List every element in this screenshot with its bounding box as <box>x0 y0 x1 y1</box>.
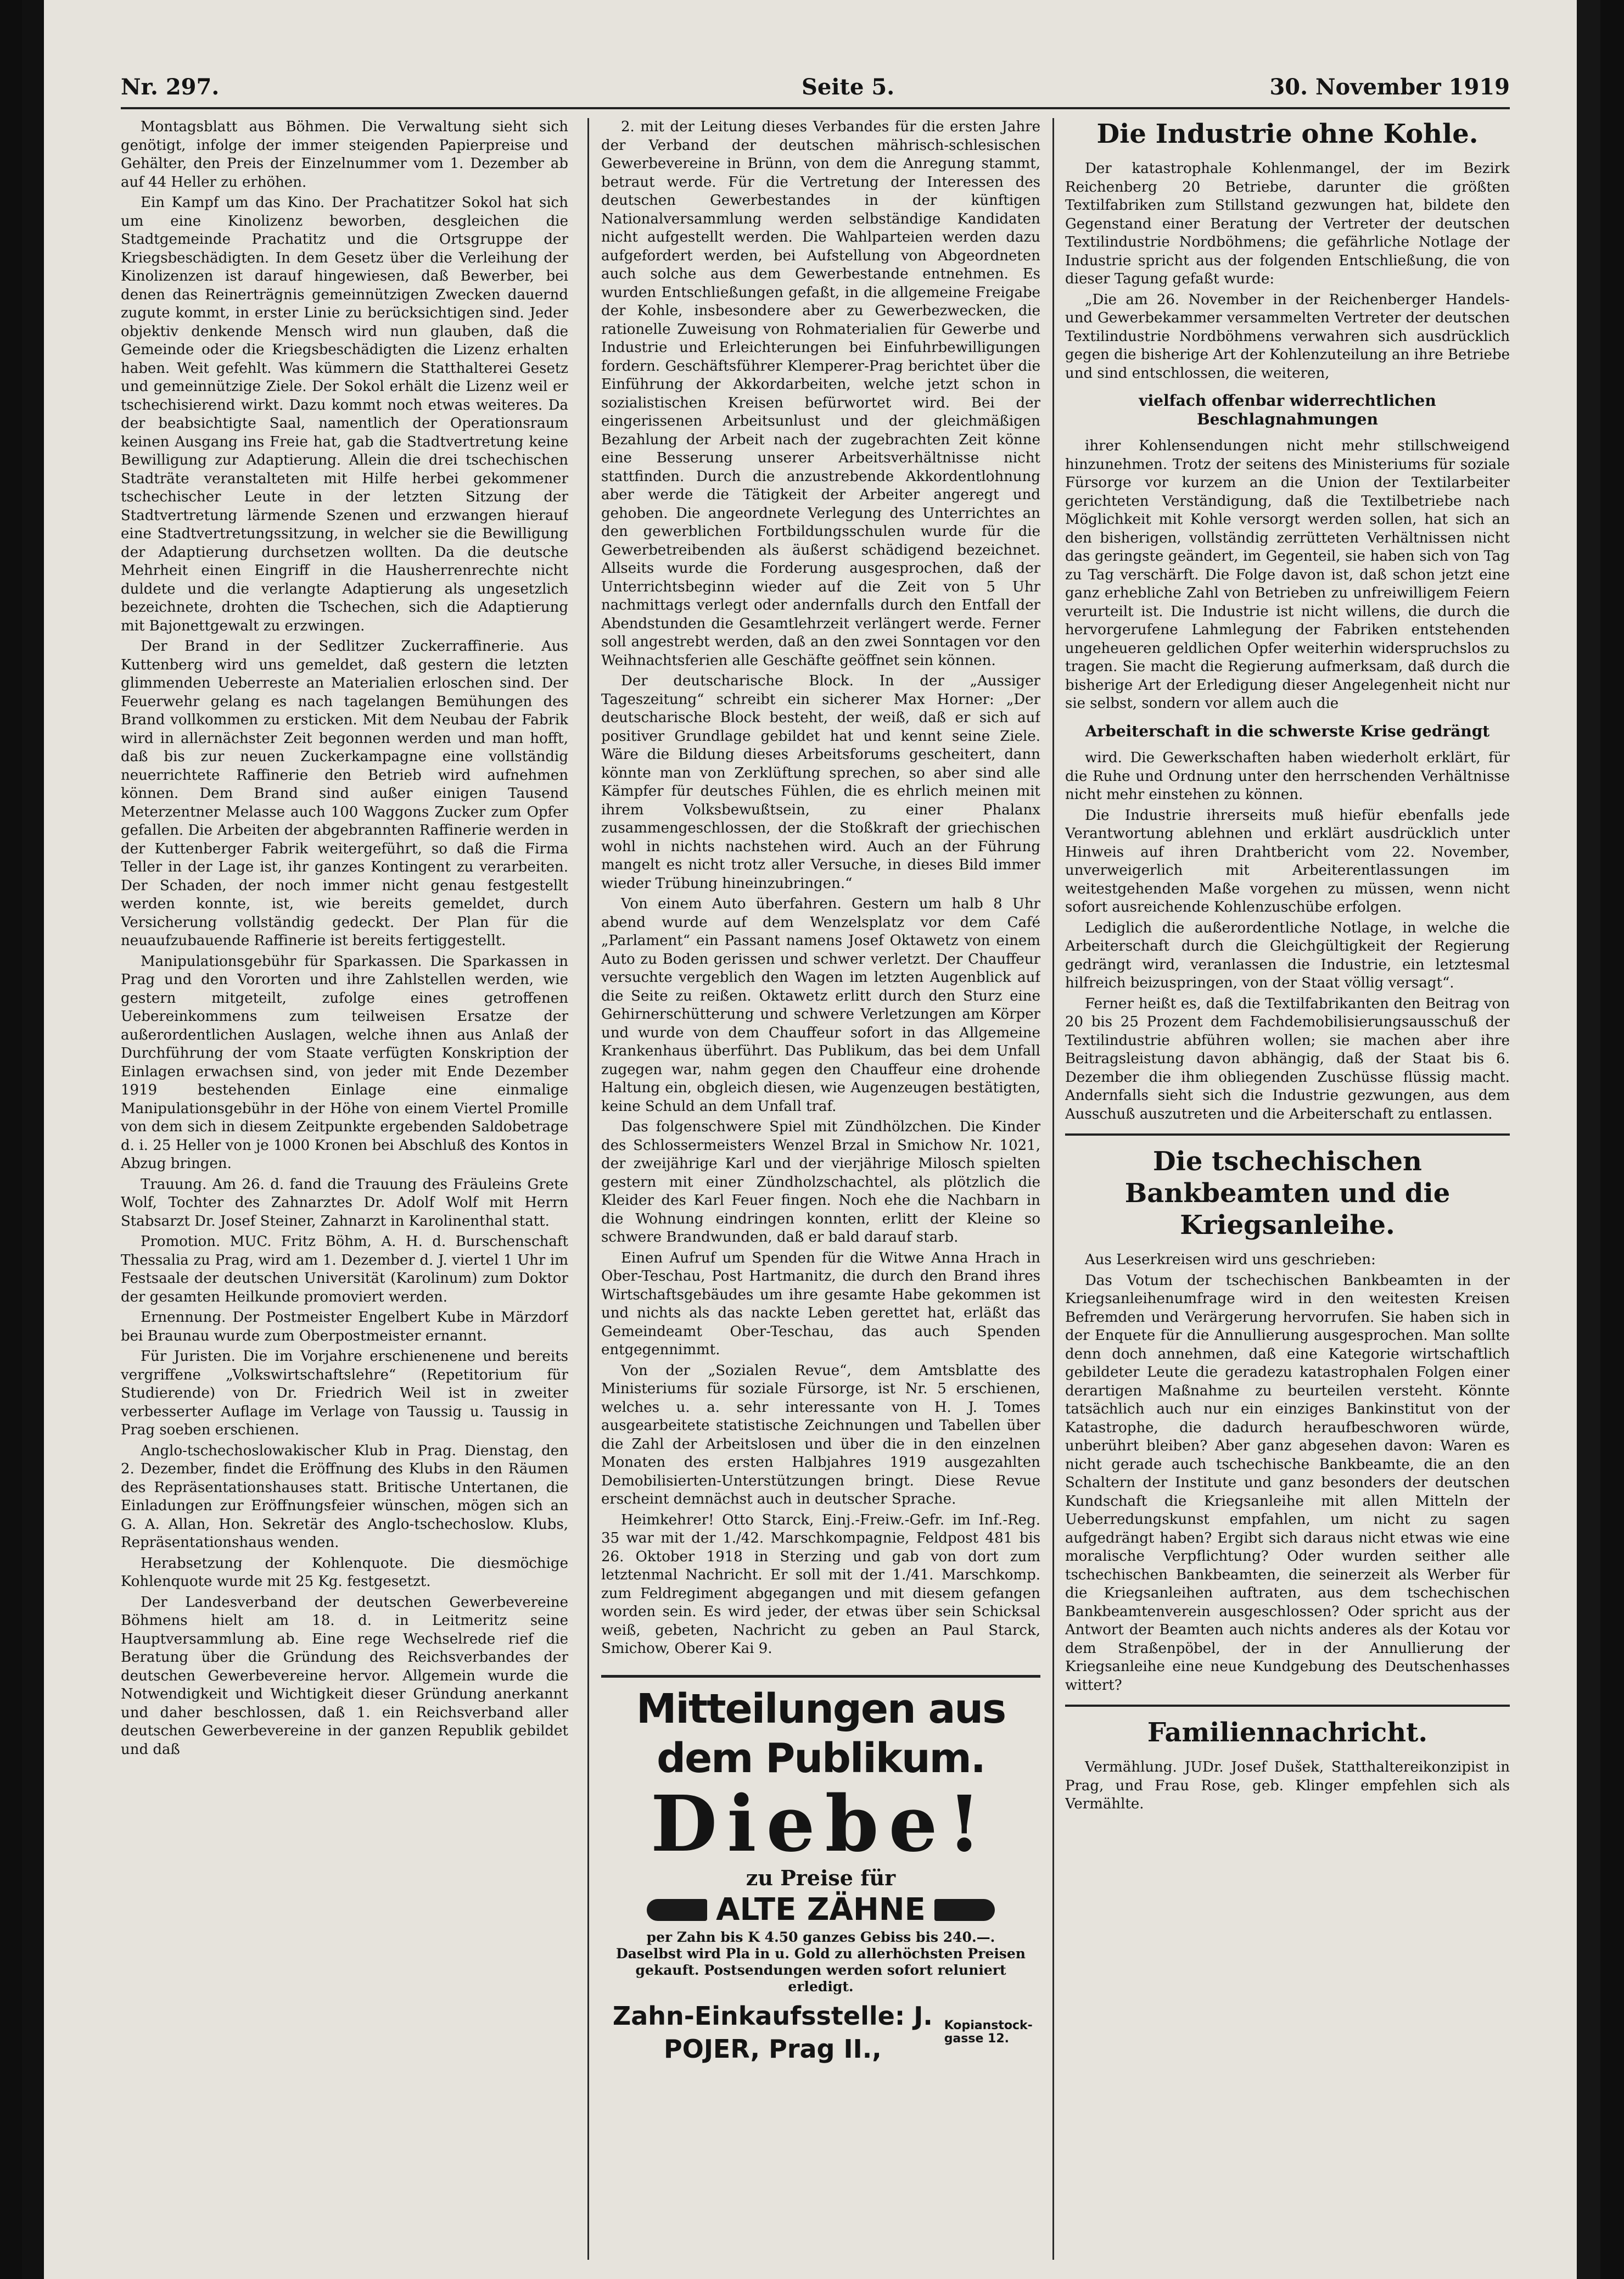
article-paragraph: Ernennung. Der Postmeister Engelbert Kube in Märzdorf bei Braunau wurde zum Oberpostmeister ernannt. <box>121 1309 568 1344</box>
ad-shop-name: Zahn-Einkaufsstelle: J. POJER, Prag II., <box>612 2001 933 2064</box>
column-3 <box>1065 118 1510 2260</box>
article-paragraph: Das folgenschwere Spiel mit Zündhölzchen. Die Kinder des Schlossermeisters Wenzel Brzal in Smichow Nr. 1021, der zweijährige Karl und der vierjährige Milosch spielten gestern mit einer Zündholzschachtel, als plötzlich die Kleider des Karl Feuer fingen. Noch ehe die Nachbarn in die Wohnung eindringen konnten, erlitt der Kleine so schwere Brandwunden, daß er bald darauf starb. <box>601 1119 1040 1245</box>
article-paragraph: Heimkehrer! Otto Starck, Einj.-Freiw.-Gefr. im Inf.-Reg. 35 war mit der 1./42. Marschkompagnie, Feldpost 481 bis 26. Oktober 1918 in Sterzing und gab von dort zum letztenmal Nachricht. Er soll mit der 1./41. Marschkomp. zum Feldregiment abgegangen und mit diesem gefangen worden sein. Es wird jeder, der etwas über sein Schicksal weiß, gebeten, Nachricht zu geben an Paul Starck, Smichow, Oberer Kai 9. <box>601 1511 1040 1657</box>
ad-subline: zu Preise für <box>746 1865 896 1890</box>
header-rule <box>121 107 1510 109</box>
advertisement <box>601 1675 1040 2065</box>
ad-footer <box>601 1999 1040 2065</box>
article-paragraph: Montagsblatt aus Böhmen. Die Verwaltung sieht sich genötigt, infolge der immer steigenden Papierpreise und Gehälter, den Preis der Einzelnummer vom 1. Dezember ab auf 44 Heller zu erhöhen. <box>121 119 568 191</box>
issue-number: Nr. 297. <box>121 74 220 100</box>
column-divider-1 <box>587 118 589 2260</box>
article-paragraph: Von einem Auto überfahren. Gestern um halb 8 Uhr abend wurde auf dem Wenzelsplatz vor dem Café „Parlament“ ein Passant namens Josef Oktawetz von einem Auto zu Boden gerissen und schwer verletzt. Der Chauffeur versuchte vergeblich den Wagen im letzten Augenblick auf die Seite zu reißen. Oktawetz erlitt durch den Sturz eine Gehirnerschütterung und schwere Verletzungen am Körper und wurde von dem Chauffeur sofort in das Allgemeine Krankenhaus überführt. Das Publikum, das bei dem Unfall zugegen war, nahm gegen den Chauffeur eine drohende Haltung ein, obgleich diesen, wie Augenzeugen bestätigten, keine Schuld an dem Unfall traf. <box>601 896 1040 1115</box>
newspaper-page <box>22 0 1600 2279</box>
emphasis-line: vielfach offenbar widerrechtlichen Beschlagnahmungen <box>1139 392 1436 428</box>
article-paragraph: wird. Die Gewerkschaften haben wiederholt erklärt, für die Ruhe und Ordnung unter den herrschenden Verhältnisse nicht mehr einstehen zu können. <box>1065 750 1510 803</box>
scan-edge-left <box>22 0 44 2279</box>
article-paragraph: Der Landesverband der deutschen Gewerbevereine Böhmens hielt am 18. d. in Leitmeritz seine Hauptversammlung ab. Eine rege Wechselrede rief die Beratung über die Gründung des Reichsverbandes der deutschen Gewerbevereine hervor. Allgemein wurde die Notwendigkeit und Wichtigkeit dieser Gründung anerkannt und daher beschlossen, daß 1. ein Reichsverband aller deutschen Gewerbevereine in der ganzen Republik gebildet und daß <box>121 1594 568 1758</box>
page-header <box>121 66 1510 104</box>
article-paragraph: Das Votum der tschechischen Bankbeamten in der Kriegsanleihenumfrage wird in den weitesten Kreisen Befremden und Verärgerung hervorrufen. Sie haben sich in der Enquete für die Annullierung ausgesprochen. Man sollte denn doch annehmen, daß eine Kategorie wirtschaftlich gebildeter Leute die geradezu katastrophalen Folgen einer derartigen Maßnahme zu beurteilen versteht. Könnte tatsächlich auch nur ein einziges Bankinstitut von der Katastrophe, die dadurch heraufbeschworen würde, unberührt bleiben? Aber ganz abgesehen davon: Waren es nicht gerade auch tschechische Bankbeamte, die an den Schaltern der Institute und ganz besonders der deutschen Kundschaft die Kriegsanleihe mit allen Mitteln der Ueberredungskunst empfahlen, um nicht zu sagen aufgedrängt haben? Ergibt sich daraus nicht etwas wie eine moralische Verpflichtung? Oder wurden seither alle tschechischen Bankbeamten, die seinerzeit als Werber für die Kriegsanleihen auftraten, aus dem tschechischen Bankbeamtenverein ausgeschlossen? Oder spricht aus der Antwort der Beamten auch nichts anderes als der Kotau vor dem Straßenpöbel, der in der Annullierung der Kriegsanleihe eine neue Kundgebung des Deutschenhasses wittert? <box>1065 1272 1510 1694</box>
ad-headline: Diebe! <box>650 1779 992 1869</box>
scan-edge-right <box>1577 0 1600 2279</box>
article-paragraph: Für Juristen. Die im Vorjahre erschienenene und bereits vergriffene „Volkswirtschaftslehre“ (Repetitorium für Studierende) von Dr. Friedrich Weil ist in zweiter verbesserter Auflage im Verlage von Taussig u. Taussig in Prag soeben erschienen. <box>121 1348 568 1438</box>
article-paragraph: ihrer Kohlensendungen nicht mehr stillschweigend hinzunehmen. Trotz der seitens des Ministeriums für soziale Fürsorge vor kurzem an die Union der Textilarbeiter gerichteten Verständigung, daß die Textilbetriebe nach Möglichkeit mit Kohle versorgt werden sollen, hat sich an den bisherigen, vollständig zerrütteten Verhältnissen nicht das geringste geändert, im Gegenteil, sie haben sich von Tag zu Tag verschärft. Die Folge davon ist, daß schon jetzt eine ganz erhebliche Zahl von Betrieben zu unfreiwilligem Feiern verurteilt ist. Die Industrie ist nicht willens, die durch die hervorgerufene Lahmlegung der Fabriken entstehenden ungeheueren geldlichen Opfer weiterhin widerspruchslos zu tragen. Sie macht die Regierung aufmerksam, daß durch die bisherige Art der Erledigung dieser Angelegenheit nicht nur sie selbst, sondern vor allem auch die <box>1065 438 1510 712</box>
ad-teeth-text: ALTE ZÄHNE <box>716 1891 926 1928</box>
ad-section-heading: Mitteilungen aus dem Publikum. <box>636 1685 1006 1782</box>
column-divider-2 <box>1052 118 1054 2260</box>
column-2 <box>601 118 1040 2260</box>
article-paragraph: Der katastrophale Kohlenmangel, der im Bezirk Reichenberg 20 Betriebe, darunter die größten Textilfabriken zum Stillstand gezwungen hat, bildete den Gegenstand einer Beratung der Vertreter der deutschen Textilindustrie Nordböhmens; die gefährliche Notlage der Industrie spricht aus der folgenden Entschließung, die von dieser Tagung gefaßt wurde: <box>1065 160 1510 287</box>
article-paragraph: Einen Aufruf um Spenden für die Witwe Anna Hrach in Ober-Teschau, Post Hartmanitz, die durch den Brand ihres Wirtschaftsgebäudes um ihre gesamte Habe gekommen ist und nichts als das nackte Leben gerettet hat, erläßt das Gemeindeamt Ober-Teschau, das auch Spenden entgegennimmt. <box>601 1249 1040 1358</box>
pointing-hand-icon <box>647 1899 707 1921</box>
pointing-hand-icon <box>934 1899 995 1921</box>
article-paragraph: Die Industrie ihrerseits muß hiefür ebenfalls jede Verantwortung ablehnen und erklärt ausdrücklich unter Hinweis auf ihren Drahtbericht vom 22. November, unverweigerlich mit Arbeiterentlassungen im weitestgehenden Maße vorgehen zu müssen, wenn nicht sofort ausreichende Kohlenzuschübe erfolgen. <box>1065 807 1510 915</box>
ad-teeth-line <box>601 1891 1040 1929</box>
ad-address: Kopianstock-gasse 12. <box>944 2018 1033 2046</box>
article-paragraph: Ferner heißt es, daß die Textilfabrikanten den Beitrag von 20 bis 25 Prozent dem Fachdemobilisierungsausschuß der Textilindustrie abführen wollen; sie machen aber ihre Beitragsleistung davon abhängig, daß der Staat bis 6. Dezember die ihm obliegenden Zuschüsse flüssig macht. Andernfalls sieht sich die Industrie gezwungen, aus dem Ausschuß auszutreten und die Arbeiterschaft zu entlassen. <box>1065 995 1510 1122</box>
article-paragraph: Ein Kampf um das Kino. Der Prachatitzer Sokol hat sich um eine Kinolizenz beworben, desgleichen die Stadtgemeinde Prachatitz und die Ortsgruppe der Kriegsbeschädigten. In dem Gesetz über die Verleihung der Kinolizenzen ist darauf hingewiesen, daß Bewerber, bei denen das Reinerträgnis gemeinnützigen Zwecken dauernd zugute kommt, in erster Linie zu berücksichtigen sind. Jeder objektiv denkende Mensch wird nun glauben, daß die Gemeinde oder die Kriegsbeschädigten die Lizenz erhalten haben. Weit gefehlt. Was kümmern die Statthalterei Gesetz und gemeinnützige Ziele. Der Sokol erhält die Lizenz weil er tschechisierend wirkt. Dazu kommt noch etwas weiteres. Da der beabsichtigte Saal, namentlich der Operationsraum keinen Ausgang ins Freie hat, gab die Stadtvertretung keine Bewilligung zur Adaptierung. Allein die drei tschechischen Stadträte veranstalteten mit Hilfe herbei gekommener tschechischer Leute in der letzten Sitzung der Stadtvertretung lärmende Szenen und erzwangen hierauf eine Stadtvertretungssitzung, in welcher sie die Bewilligung der Adaptierung durchsetzen wollten. Da die deutsche Mehrheit einen Eingriff in die Hausherrenrechte nicht duldete und die verlangte Adaptierung als ungesetzlich bezeichnete, drohten die Tschechen, sich die Adaptierung mit Bajonettgewalt zu erzwingen. <box>121 194 568 634</box>
issue-date: 30. November 1919 <box>1269 74 1510 100</box>
article-paragraph: Von der „Sozialen Revue“, dem Amtsblatte des Ministeriums für soziale Fürsorge, ist Nr. 5 erschienen, welches u. a. sehr interessante von H. J. Tomes ausgearbeitete statistische Zeichnungen und Tabellen über die Zahl der Arbeitslosen und über die in den einzelnen Monaten des ersten Halbjahres 1919 ausgezahlten Demobilisierten-Unterstützungen bringt. Diese Revue erscheint demnächst auch in deutscher Sprache. <box>601 1362 1040 1507</box>
article-paragraph: Manipulationsgebühr für Sparkassen. Die Sparkassen in Prag und den Vororten und ihre Zahlstellen werden, wie gestern mitgeteilt, zufolge eines getroffenen Uebereinkommens zum teilweisen Ersatze der außerordentlichen Auslagen, welche ihnen aus Anlaß der Durchführung der vom Staate verfügten Konskription der Einlagen erwachsen sind, von jeder mit Ende Dezember 1919 bestehenden Einlage eine einmalige Manipulationsgebühr in der Höhe von einem Viertel Promille von dem sich in diesem Zeitpunkte ergebenden Saldobetrage d. i. 25 Heller von je 1000 Kronen bei Abschluß des Kontos in Abzug bringen. <box>121 953 568 1172</box>
article-paragraph: Aus Leserkreisen wird uns geschrieben: <box>1085 1252 1376 1268</box>
article-paragraph: Der Brand in der Sedlitzer Zuckerraffinerie. Aus Kuttenberg wird uns gemeldet, daß gestern die letzten glimmenden Ueberreste an Materialien erloschen sind. Der Feuerwehr gelang es nach tagelangen Bemühungen des Brand vollkommen zu ersticken. Mit dem Neubau der Fabrik wird in allernächster Zeit begonnen werden und man hofft, daß bis zur neuen Zuckerkampagne eine vollständig neuerrichtete Raffinerie den Betrieb wird aufnehmen können. Dem Brand sind außer einigen Tausend Meterzentner Melasse auch 100 Waggons Zucker zum Opfer gefallen. Die Arbeiten der abgebrannten Raffinerie werden in der Kuttenberger Fabrik weitergeführt, so daß die Firma Teller in der Lage ist, ihr ganzes Kontingent zu verarbeiten. Der Schaden, der noch immer nicht genau festgestellt werden konnte, ist, wie bereits gemeldet, durch Versicherung vollständig gedeckt. Der Plan für die neuaufzubauende Raffinerie ist bereits fertiggestellt. <box>121 638 568 949</box>
article-title: Familiennachricht. <box>1147 1717 1428 1748</box>
column-1 <box>121 118 568 2260</box>
section-rule <box>1065 1133 1510 1136</box>
article-title: Die tschechischen Bankbeamten und die Kriegsanleihe. <box>1124 1146 1451 1241</box>
article-paragraph: „Die am 26. November in der Reichenberger Handels- und Gewerbekammer versammelten Vertreter der deutschen Textilindustrie Nordböhmens verwahren sich ausdrücklich gegen die bisherige Art der Kohlenzuteilung an ihre Betriebe und sind entschlossen, die weiteren, <box>1065 291 1510 382</box>
article-paragraph: 2. mit der Leitung dieses Verbandes für die ersten Jahre der Verband der deutschen mährisch-schlesischen Gewerbevereine in Brünn, von dem die Anregung stammt, betraut werde. Für die Vertretung der Interessen des deutschen Gewerbestandes in der künftigen Nationalversammlung werden selbständige Kandidaten nicht aufgestellt werden. Die Wahlparteien werden dazu aufgefordert werden, bei Aufstellung von Abgeordneten auch solche aus dem Gewerbestande entnehmen. Es wurden Entschließungen gefaßt, in die allgemeine Freigabe der Kohle, insbesondere aber zu Gewerbezwecken, die rationelle Zuweisung von Rohmaterialien für Gewerbe und Industrie und Erleichterungen bei Einfuhrbewilligungen fordern. Geschäftsführer Klemperer-Prag berichtet über die Einführung der Akkordarbeiten, welche jetzt schon in sozialistischen Kreisen befürwortet wird. Bei der eingerissenen Arbeitsunlust und der gleichmäßigen Bezahlung der Arbeit nach der zugebrachten Zeit könne eine Besserung unserer Arbeitsverhältnisse nicht stattfinden. Durch die anzustrebende Akkordentlohnung aber werde die Tätigkeit der Arbeiter angeregt und gehoben. Die angeordnete Verlegung des Unterrichtes an den gewerblichen Fortbildungsschulen wurde für die Gewerbetreibenden als äußerst schädigend bezeichnet. Allseits wurde die Forderung ausgesprochen, daß der Unterrichtsbeginn wieder auf die Zeit von 5 Uhr nachmittags verlegt oder andernfalls durch den Entfall der Abendstunden die Gesamtlehrzeit verlängert werde. Ferner soll angestrebt werden, daß an den zwei Sonntagen vor den Weihnachtsferien alle Geschäfte geöffnet sein können. <box>601 119 1040 669</box>
article-paragraph: Trauung. Am 26. d. fand die Trauung des Fräuleins Grete Wolf, Tochter des Zahnarztes Dr. Adolf Wolf mit Herrn Stabsarzt Dr. Josef Steiner, Zahnarzt in Karolinenthal statt. <box>121 1176 568 1230</box>
article-paragraph: Der deutscharische Block. In der „Aussiger Tageszeitung“ schreibt ein sicherer Max Horner: „Der deutscharische Block besteht, der weiß, daß er sich auf positiver Grundlage gebildet hat und kennt seine Ziele. Wäre die Bildung dieses Arbeitsforums gescheitert, dann könnte man von Zerklüftung sprechen, so aber sind alle Kämpfer für deutsches Fühlen, die es ehrlich meinen mit ihrem Volksbewußtsein, zu einer Phalanx zusammengeschlossen, der die Stoßkraft der griechischen wohl in nichts nachstehen wird. Auch an der Führung mangelt es nicht trotz aller Versuche, in dieses Bild immer wieder Trübung hineinzubringen.“ <box>601 673 1040 892</box>
article-paragraph: Vermählung. JUDr. Josef Dušek, Statthaltereikonzipist in Prag, und Frau Rose, geb. Klinger empfehlen sich als Vermählte. <box>1065 1759 1510 1812</box>
article-paragraph: Herabsetzung der Kohlenquote. Die diesmöchige Kohlenquote wurde mit 25 Kg. festgesetzt. <box>121 1555 568 1590</box>
article-paragraph: Lediglich die außerordentliche Notlage, in welche die Arbeiterschaft durch die Gleichgültigkeit der Regierung gedrängt wird, veranlassen die Industrie, ein letztesmal hilfreich beizuspringen, von der Staat völlig versagt“. <box>1065 919 1510 991</box>
page-number: Seite 5. <box>802 74 895 100</box>
section-rule <box>1065 1705 1510 1707</box>
article-paragraph: Promotion. MUC. Fritz Böhm, A. H. d. Burschenschaft Thessalia zu Prag, wird am 1. Dezember d. J. viertel 1 Uhr im Festsaale der deutschen Universität (Karolinum) zum Doktor der gesamten Heilkunde promoviert werden. <box>121 1233 568 1305</box>
article-paragraph: Anglo-tschechoslowakischer Klub in Prag. Dienstag, den 2. Dezember, findet die Eröffnung des Klubs in den Räumen des Repräsentationshauses statt. Britische Untertanen, die Einladungen zur Eröffnungsfeier wünschen, mögen sich an G. A. Allan, Hon. Sekretär des Anglo-tschechoslow. Klubs, Repräsentationshaus wenden. <box>121 1442 568 1551</box>
ad-price-line: per Zahn bis K 4.50 ganzes Gebiss bis 240.—. <box>646 1929 995 1945</box>
article-title: Die Industrie ohne Kohle. <box>1096 119 1479 149</box>
ad-note-line: Daselbst wird Pla in u. Gold zu allerhöchsten Preisen gekauft. Postsendungen werden sofort reluniert erledigt. <box>616 1945 1026 1995</box>
emphasis-line: Arbeiterschaft in die schwerste Krise gedrängt <box>1085 722 1490 740</box>
